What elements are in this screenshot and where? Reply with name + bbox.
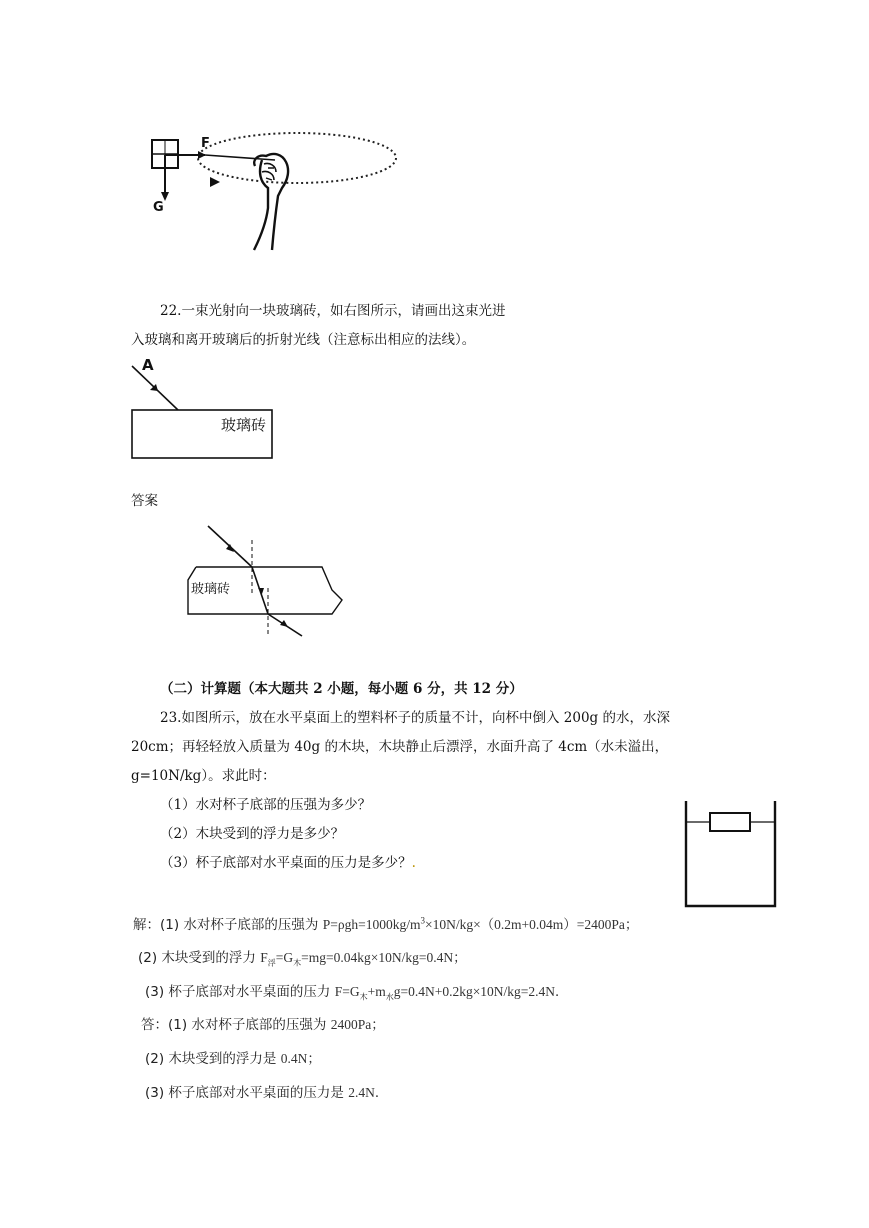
q23-line3: g=10N/kg）。求此时： [131,768,276,784]
solution-line3-text: (3) 杯子底部对水平桌面的压力 [145,984,335,1000]
ray-label-a: A [142,356,154,374]
solution-line2-f: F [260,950,268,965]
solution-line2-sub1: 浮 [267,958,276,968]
force-label-g: G [153,200,164,215]
q23-sub2: （2）木块受到的浮力是多少？ [160,826,345,842]
solution-line1-exp: 3 [420,915,425,926]
solution-line1-formula2: ×10N/kg×（0.2m+0.04m）=2400Pa； [424,917,639,932]
answer-line1-text: 答：(1) 水对杯子底部的压强为 [141,1017,331,1033]
answer-line1-val: 2400Pa； [330,1017,385,1032]
answer-line2-text: (2) 木块受到的浮力是 [145,1051,281,1067]
solution-line3-sub2: 水 [385,992,394,1002]
answer-line3 [145,1081,388,1101]
cup-figure [683,800,779,910]
q23-sub3-text: （3）杯子底部对水平桌面的压力是多少？ [160,855,412,871]
q23-sub1: （1）水对杯子底部的压强为多少？ [160,797,372,813]
q23-sub3-dot: . [411,855,416,871]
q22-line2: 入玻璃和离开玻璃后的折射光线（注意标出相应的法线）。 [131,332,476,348]
solution-line2-sub2: 木 [293,958,302,968]
circular-motion-figure [140,118,410,258]
solution-line2-end: =mg=0.04kg×10N/kg=0.4N； [301,950,467,965]
solution-line3-f: F=G [334,984,360,999]
solution-line3-sub1: 木 [359,992,368,1002]
answer-block-label: 玻璃砖 [191,582,231,597]
q23-sub3 [160,853,416,873]
solution-line3-mid: +m [367,984,386,999]
answer-line2 [145,1047,321,1067]
solution-line1-formula: P=ρgh=1000kg/m [322,917,421,932]
answer-line3-text: (3) 杯子底部对水平桌面的压力是 [145,1085,349,1101]
answer-line3-val: 2.4N． [348,1085,389,1100]
solution-line2 [138,946,467,969]
answer-line1 [141,1013,385,1033]
q22-line1: 22.一束光射向一块玻璃砖，如右图所示，请画出这束光进 [160,303,506,319]
force-label-f: F [201,136,210,151]
solution-line3 [145,980,569,1003]
glass-block-label: 玻璃砖 [221,416,267,434]
solution-line2-text: (2) 木块受到的浮力 [138,950,261,966]
answer-figure [178,522,358,640]
solution-line3-end: g=0.4N+0.2kg×10N/kg=2.4N． [393,984,569,999]
answer-heading: 答案 [131,493,158,509]
solution-line2-mid: =G [275,950,294,965]
answer-line2-val: 0.4N； [280,1051,321,1066]
cup-drawing [683,800,779,910]
section-heading: （二）计算题（本大题共 2 小题，每小题 6 分，共 12 分） [160,681,523,697]
q23-line1: 23.如图所示，放在水平桌面上的塑料杯子的质量不计，向杯中倒入 200g 的水，水深 [160,710,670,726]
solution-line1-text: 解：(1) 水对杯子底部的压强为 [133,917,323,933]
glass-block-figure [128,352,278,464]
solution-line1 [133,913,638,933]
q23-line2: 20cm；再轻轻放入质量为 40g 的木块，木块静止后漂浮，水面升高了 4cm（水未溢出， [131,739,669,755]
circular-motion-drawing [140,118,410,258]
